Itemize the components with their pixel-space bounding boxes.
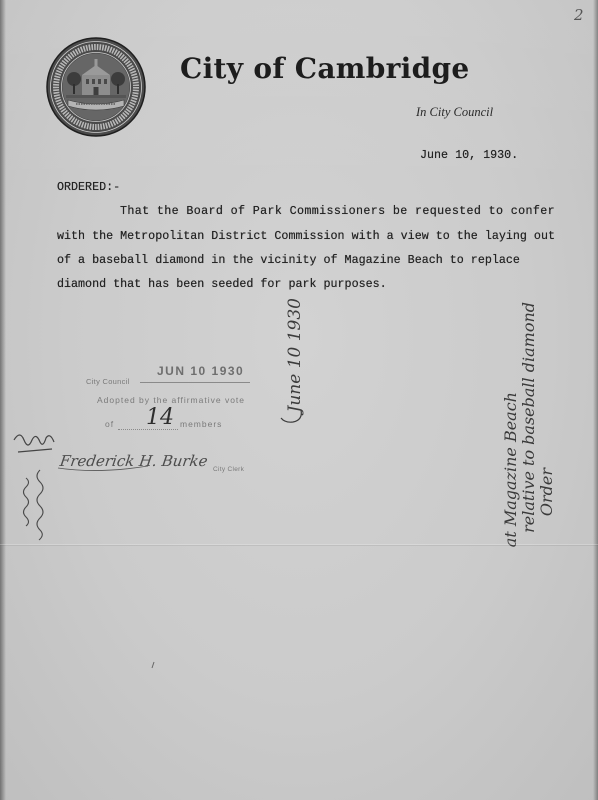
clerk-signature: Frederick H. Burke — [58, 452, 209, 470]
order-body-line: diamond that has been seeded for park purposes. — [57, 277, 387, 291]
stamp-of: of — [105, 419, 115, 429]
handwritten-date: June 10 1930 — [285, 298, 305, 413]
stray-mark — [152, 662, 154, 668]
order-body-line: of a baseball diamond in the vicinity of Magazine Beach to replace — [57, 253, 520, 267]
stamp-vote-count: 14 — [146, 405, 174, 430]
clerk-title: City Clerk — [213, 466, 245, 473]
stamp-body: City Council — [86, 377, 130, 386]
letterhead-subtitle: In City Council — [416, 105, 494, 119]
margin-handwriting — [24, 478, 29, 526]
order-body-line: with the Metropolitan District Commission with a view to the laying out — [57, 229, 555, 243]
docket-line: at Magazine Beach — [501, 392, 520, 548]
margin-handwriting — [14, 435, 54, 452]
order-heading: ORDERED:- — [57, 180, 121, 194]
stamp-members: members — [180, 419, 223, 429]
city-seal-icon — [46, 37, 146, 137]
document-date: June 10, 1930. — [420, 148, 519, 162]
fold-shadow — [0, 545, 598, 546]
docket-line: Order — [537, 468, 556, 517]
docket-line: relative to baseball diamond — [519, 302, 538, 533]
margin-handwriting — [37, 470, 43, 540]
order-body-line: That the Board of Park Commissioners be requested to confer — [120, 204, 556, 218]
stamp-date: JUN 10 1930 — [157, 364, 245, 378]
stamp-rule — [140, 382, 250, 383]
page-number: 2 — [574, 6, 584, 24]
stamp-adopted-text: Adopted by the affirmative vote — [97, 395, 246, 405]
letterhead-title: City of Cambridge — [180, 52, 470, 85]
